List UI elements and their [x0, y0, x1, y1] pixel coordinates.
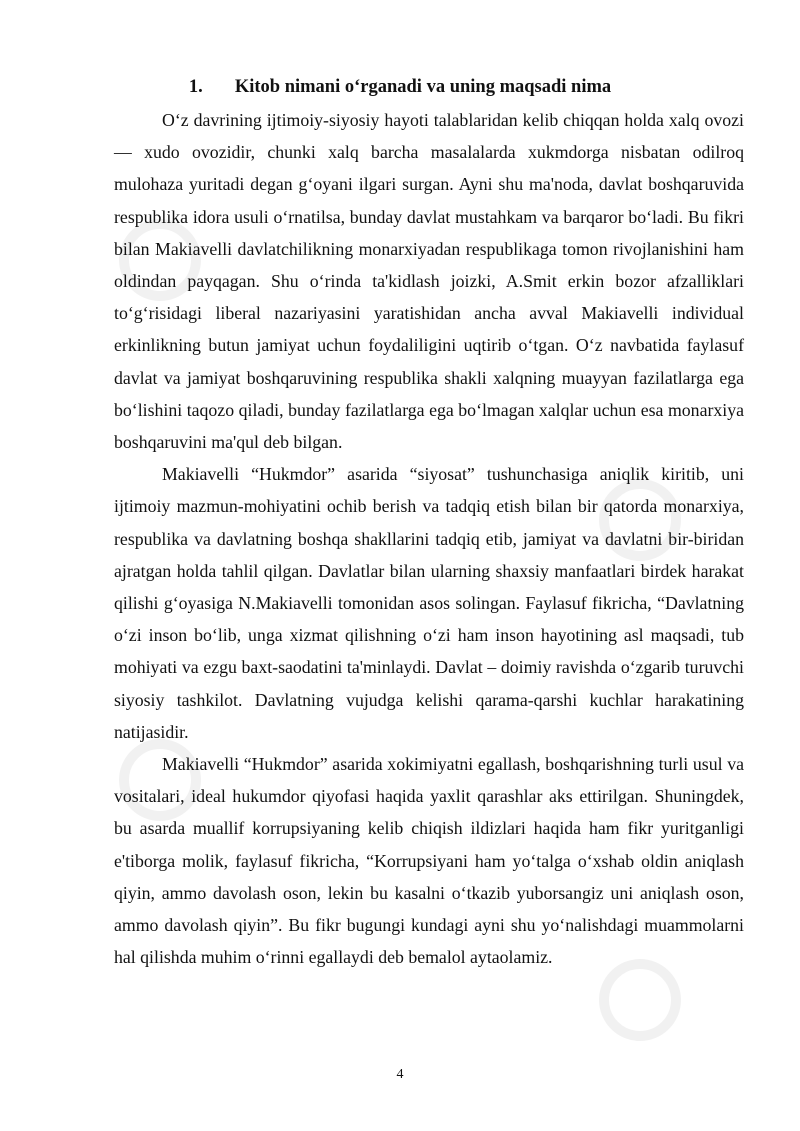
- paragraph: O‘z davrining ijtimoiy-siyosiy hayoti talablaridan kelib chiqqan holda xalq ovozi — xudo ovozidir, chunki xalq barcha masalalarda xukmdorga nisbatan odilroq mulohaza yuritadi degan g‘oyani ilgari surgan. Ayni shu ma'noda, davlat boshqaruvida respublika idora usuli o‘rnatilsa, bunday davlat mustahkam va barqaror bo‘ladi. Bu fikri bilan Makiavelli davlatchilikning monarxiyadan respublikaga tomon rivojlanishini ham oldindan payqagan. Shu o‘rinda ta'kidlash joizki, A.Smit erkin bozor afzalliklari to‘g‘risidagi liberal nazariyasini yaratishidan ancha avval Makiavelli individual erkinlikning butun jamiyat uchun foydaliligini uqtirib o‘tgan. O‘z navbatida faylasuf davlat va jamiyat boshqaruvining respublika shakli xalqning muayyan fazilatlarga ega bo‘lishini taqozo qiladi, bunday fazilatlarga ega bo‘lmagan xalqlar uchun esa monarxiya boshqaruvini ma'qul deb bilgan.: [114, 110, 744, 453]
- paragraph: Makiavelli “Hukmdor” asarida “siyosat” tushunchasiga aniqlik kiritib, uni ijtimoiy mazmun-mohiyatini ochib berish va tadqiq etish bilan bir qatorda monarxiya, respublika va davlatning boshqa shakllarini tadqiq etib, jamiyat va davlatni bir-biridan ajratgan holda tahlil qilgan. Davlatlar bilan ularning shaxsiy manfaatlari birdek harakat qilishi g‘oyasiga N.Makiavelli tomonidan asos solingan. Faylasuf fikricha, “Davlatning o‘zi inson bo‘lib, unga xizmat qilishning o‘zi ham inson hayotining asl maqsadi, tub mohiyati va ezgu baxt-saodatini ta'minlaydi. Davlat – doimiy ravishda o‘zgarib turuvchi siyosiy tashkilot. Davlatning vujudga kelishi qarama-qarshi kuchlar harakatining natijasidir.: [114, 464, 744, 742]
- page-number: 4: [396, 1067, 404, 1082]
- document-body: [114, 104, 744, 973]
- section-number: 1.: [188, 77, 203, 97]
- section-title: Kitob nimani o‘rganadi va uning maqsadi nima: [234, 77, 612, 97]
- paragraph: Makiavelli “Hukmdor” asarida xokimiyatni egallash, boshqarishning turli usul va vositalari, ideal hukumdor qiyofasi haqida yaxlit qarashlar aks ettirilgan. Shuningdek, bu asarda muallif korrupsiyaning kelib chiqish ildizlari haqida ham fikr yuritganligi e'tiborga molik, faylasuf fikricha, “Korrupsiyani ham yo‘talga o‘xshab oldin aniqlash qiyin, ammo davolash oson, lekin bu kasalni o‘tkazib yuborsangiz uni aniqlash oson, ammo davolash qiyin”. Bu fikr bugungi kundagi ayni shu yo‘nalishdagi muammolarni hal qilishda muhim o‘rinni egallaydi deb bemalol aytaolamiz.: [114, 754, 744, 968]
- section-heading: [114, 74, 686, 100]
